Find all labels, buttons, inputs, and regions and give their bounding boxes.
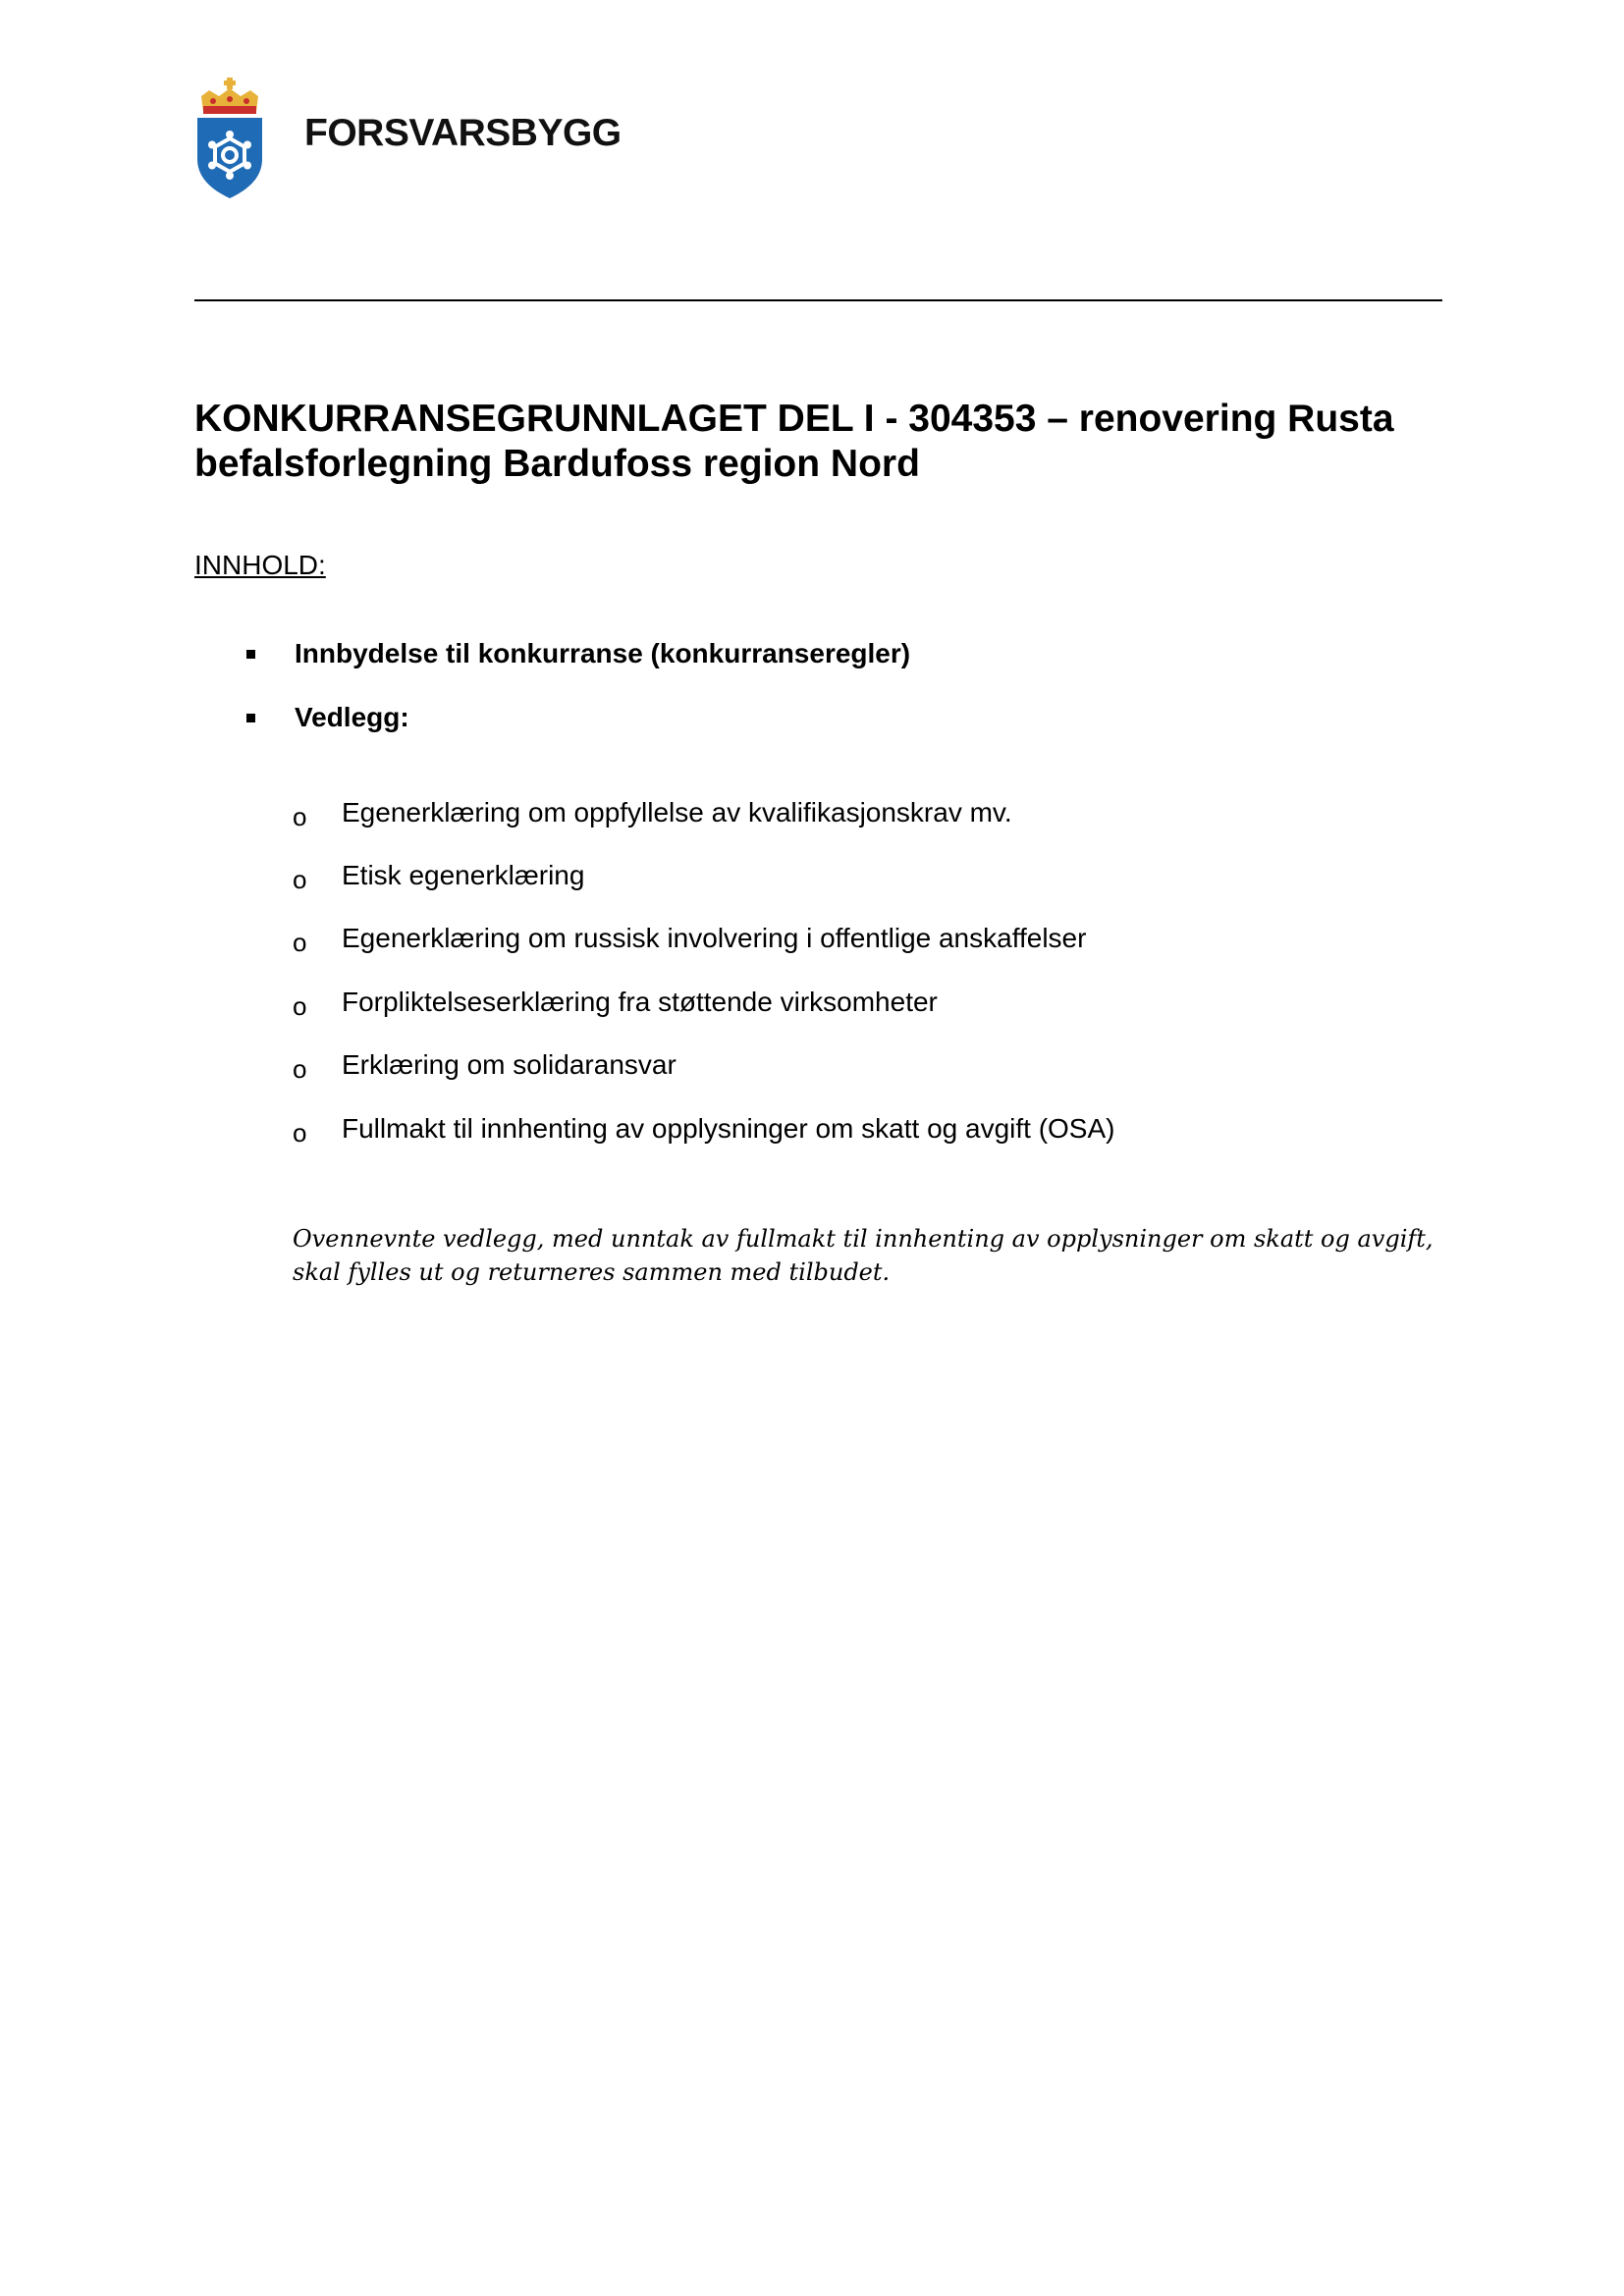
circle-bullet-icon: o xyxy=(293,1054,307,1084)
logo xyxy=(193,77,266,199)
organization-name: FORSVARSBYGG xyxy=(304,112,622,154)
attachment-label: Etisk egenerklæring xyxy=(342,860,585,890)
attachment-label: Forpliktelseserklæring fra støttende virksomheter xyxy=(342,987,938,1017)
list-item xyxy=(0,987,1624,1022)
document-title: KONKURRANSEGRUNNLAGET DEL I - 304353 – renovering Rusta befalsforlegning Bardufoss region Nord xyxy=(194,398,1394,485)
contents-label: INNHOLD: xyxy=(194,550,326,580)
list-item xyxy=(0,1113,1624,1148)
list-item xyxy=(0,860,1624,895)
list-item xyxy=(0,1049,1624,1085)
attachments-note: Ovennevnte vedlegg, med unntak av fullmakt til innhenting av opplysninger om skatt og avgift, skal fylles ut og returneres sammen med tilbudet. xyxy=(293,1225,1434,1286)
circle-bullet-icon: o xyxy=(293,991,307,1021)
attachment-label: Egenerklæring om russisk involvering i offentlige anskaffelser xyxy=(342,923,1087,953)
attachment-label: Egenerklæring om oppfyllelse av kvalifikasjonskrav mv. xyxy=(342,797,1012,828)
list-item-label: Vedlegg: xyxy=(295,702,409,732)
square-bullet-icon xyxy=(246,714,255,722)
circle-bullet-icon: o xyxy=(293,865,307,894)
list-item xyxy=(0,923,1624,958)
square-bullet-icon xyxy=(246,650,255,659)
list-item xyxy=(0,638,1624,673)
circle-bullet-icon: o xyxy=(293,928,307,957)
coat-of-arms-icon xyxy=(193,77,266,199)
list-item xyxy=(0,702,1624,737)
circle-bullet-icon: o xyxy=(293,1118,307,1148)
attachment-label: Fullmakt til innhenting av opplysninger om skatt og avgift (OSA) xyxy=(342,1113,1115,1144)
attachment-label: Erklæring om solidaransvar xyxy=(342,1049,677,1080)
header-divider xyxy=(194,299,1442,301)
list-item xyxy=(0,797,1624,832)
list-item-label: Innbydelse til konkurranse (konkurranseregler) xyxy=(295,638,911,668)
circle-bullet-icon: o xyxy=(293,802,307,831)
